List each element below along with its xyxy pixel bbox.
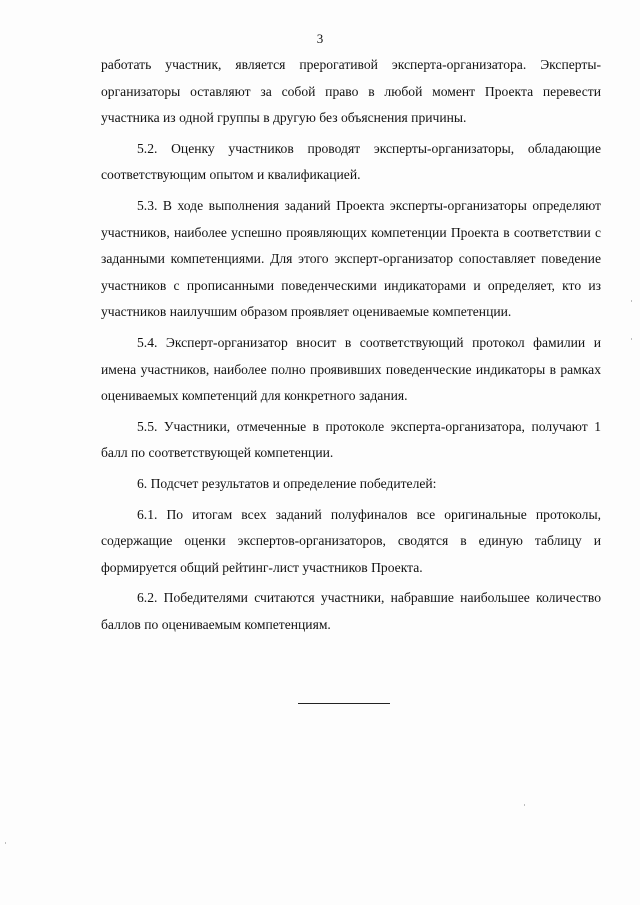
paragraph-6-2: 6.2. Победителями считаются участники, набравшие наибольшее количество баллов по оцениваемым компетенциям. [101,590,601,632]
paragraph-6-1: 6.1. По итогам всех заданий полуфиналов все оригинальные протоколы, содержащие оценки экспертов-организаторов, сводятся в единую таблицу и формируется общий рейтинг-лист участников Проекта. [101,506,601,575]
document-body [101,52,601,642]
scan-speck [5,842,6,844]
page-number: 3 [316,31,324,46]
end-divider [298,703,390,704]
scan-speck [631,338,632,340]
scan-speck [631,300,632,302]
paragraph-5-4: 5.4. Эксперт-организатор вносит в соответствующий протокол фамилии и имена участников, наиболее полно проявивших поведенческие индикаторы в рамках оцениваемых компетенций для конкретного задания. [101,334,601,404]
paragraph-5-2: 5.2. Оценку участников проводят эксперты-организаторы, обладающие соответствующим опытом и квалификацией. [101,140,601,183]
paragraph-5-3: 5.3. В ходе выполнения заданий Проекта эксперты-организаторы определяют участников, наиболее успешно проявляющих компетенции Проекта в соответствии с заданными компетенциями. Для этого эксперт-организатор сопоставляет поведение участников с прописанными поведенческими индикаторами и определяет, кто из участников наилучшим образом проявляет оцениваемые компетенции. [101,197,601,320]
section-6-heading: 6. Подсчет результатов и определение победителей: [137,475,437,491]
paragraph-5-5: 5.5. Участники, отмеченные в протоколе эксперта-организатора, получают 1 балл по соответствующей компетенции. [101,418,601,461]
scan-speck [524,804,525,806]
paragraph-continuation: работать участник, является прерогативой эксперта-организатора. Эксперты-организаторы оставляют за собой право в любой момент Проекта перевести участника из одной группы в другую без объяснения причины. [101,57,601,126]
